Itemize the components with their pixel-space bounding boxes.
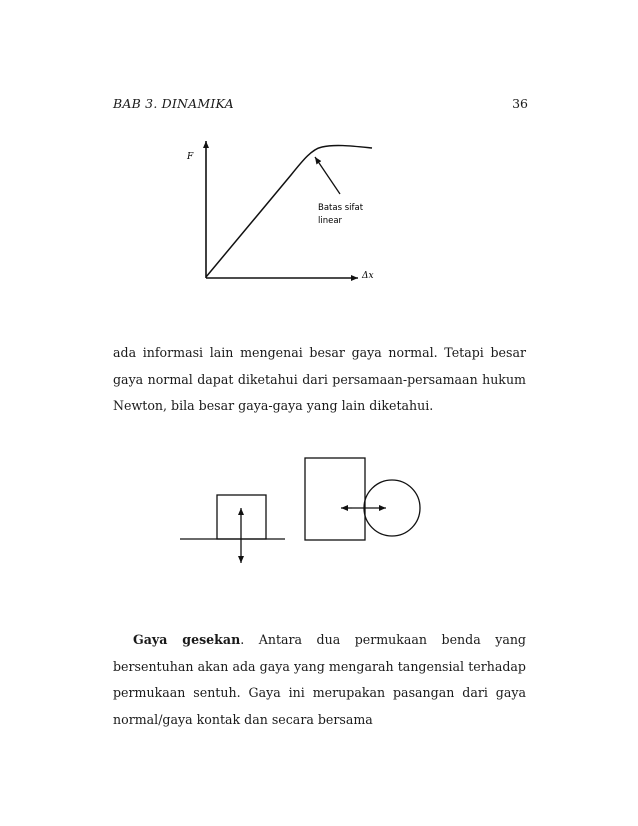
friction-heading-period: . — [240, 632, 245, 647]
y-axis-label: F — [187, 152, 194, 162]
paragraph-friction — [113, 627, 526, 733]
annotation-line-2: linear — [318, 216, 343, 226]
x-axis-label: Δx — [362, 271, 374, 281]
paragraph-1-text: ada informasi lain mengenai besar gaya normal. Tetapi besar gaya normal dapat diketahui dari persamaan-persamaan hukum Newton, bila besar gaya-gaya yang lain diketahui. — [113, 345, 526, 413]
paragraph-2 — [113, 627, 526, 733]
annotation-line-1: Batas sifat — [318, 203, 364, 213]
page-number: 36 — [512, 96, 528, 111]
force-extension-graph — [186, 141, 374, 281]
annotation-arrow — [315, 157, 340, 194]
chapter-title: BAB 3. DINAMIKA — [113, 96, 234, 111]
block-against-ball — [305, 458, 365, 540]
friction-text: Antara dua permukaan benda yang bersentuhan akan ada gaya yang mengarah tangensial terhadap permukaan sentuh. Gaya ini merupakan pasangan dari gaya normal/gaya kontak dan secara bersama — [113, 632, 526, 727]
friction-heading: Gaya gesekan — [133, 632, 241, 647]
paragraph-normal-force — [113, 340, 526, 420]
normal-force-diagram — [180, 458, 420, 563]
